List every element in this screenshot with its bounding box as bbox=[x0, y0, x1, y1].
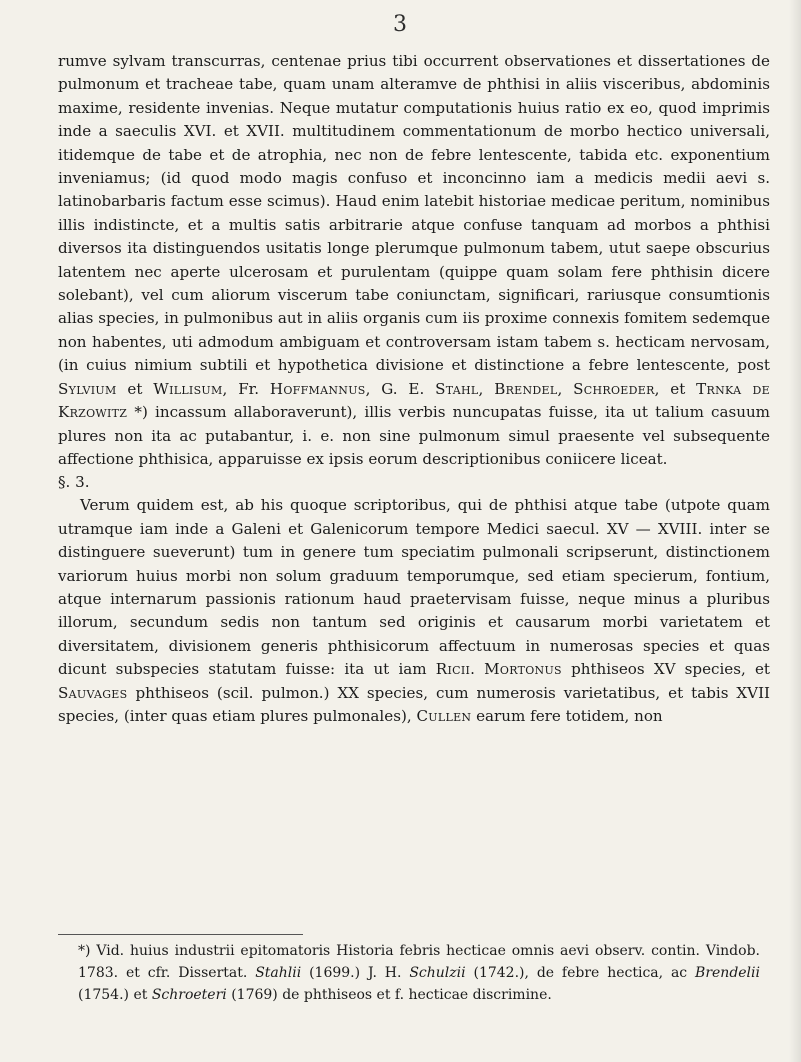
main-text bbox=[58, 50, 770, 728]
author-brendel: Brendel bbox=[494, 379, 558, 398]
footnote-italic-schulzii: Schulzii bbox=[409, 965, 466, 981]
paragraph-1 bbox=[58, 50, 770, 471]
connector: , et bbox=[654, 379, 697, 398]
author-willis: Willisum bbox=[153, 379, 223, 398]
footnote-text: (1754.) et bbox=[78, 987, 152, 1003]
author-sauvages: Sauvages bbox=[58, 683, 128, 702]
connector: , bbox=[557, 379, 574, 398]
footnote bbox=[78, 940, 760, 1006]
section-heading: §. 3. bbox=[58, 473, 90, 492]
author-ricius: Ricii bbox=[435, 660, 471, 679]
page-edge-shadow bbox=[789, 0, 801, 1062]
connector: , bbox=[478, 379, 495, 398]
footnote-marker: *) bbox=[78, 943, 91, 959]
author-morton: Mortonus bbox=[484, 660, 562, 679]
paragraph-1-text-a: rumve sylvam transcurras, centenae prius tibi occurrent observationes et dissertationes de pulmonum et tracheae tabe, quam unam alteramve de phthisi in aliis visceribus, abdominis maxime, residente invenias. Neque mutatur computationis huius ratio ex eo, quod imprimis inde a saeculis XVI. et XVII. multitudinem commentationum de morbo hectico universali, itidemque de tabe et de atrophia, nec non de febre lentescente, tabida etc. exponentium inveniamus; (id quod modo magis confuso et inconcinno iam a medicis medii aevi s. latinobarbaris factum esse scimus). Haud enim latebit historiae medicae peritum, nominibus illis indistincte, et a multis satis arbitrarie atque confuse tanquam ad morbos a phthisi diversos ita distinguendos usitatis longe plerumque pulmonum tabem, utut saepe obscurius latentem nec aperte ulcerosam et purulentam (quippe quam solam fere phthisin dicere solebant), vel cum aliorum viscerum tabe coniunctam, significari, rariusque consumtionis alias species, in pulmonibus aut in aliis organis cum iis proxime connexis fomitem sedemque non habentes, uti admodum ambiguam et controversam istam tabem s. hecticam nervosam, (in cuius nimium subtili et hypothetica divisione et distinctione a febre lentescente, post bbox=[58, 52, 770, 375]
paragraph-2-text-c: phthiseos (scil. pulmon.) XX species, cum numerosis varietatibus, et tabis XVII species, (inter quas etiam plures pulmonales), bbox=[58, 683, 770, 725]
paragraph-2-text-a: Verum quidem est, ab his quoque scriptoribus, qui de phthisi atque tabe (utpote quam utramque iam inde a Galeni et Galenicorum tempore Medici saecul. XV — XVIII. inter se distinguere sueverunt) tum in genere tum speciatim pulmonali scripserunt, distinctionem variorum huius morbi non solum graduum temporumque, sed etiam specierum, fontium, atque internarum passionis rationum haud praetervisam fuisse, neque minus a pluribus illorum, secundum sedis non tantum sed originis et causarum morbi varietatem et diversitatem, divisionem generis phthisicorum affectuum in numerosas species et quas dicunt subspecies statutam fuisse: ita ut iam bbox=[58, 496, 770, 679]
footnote-italic-schroeteri: Schroeteri bbox=[151, 987, 227, 1003]
page-number: 3 bbox=[393, 12, 407, 37]
author-stahl: Stahl bbox=[435, 379, 479, 398]
author-hoffmann: Hoffmannus bbox=[269, 379, 366, 398]
connector: , Fr. bbox=[222, 379, 270, 398]
connector: et bbox=[116, 379, 154, 398]
author-sylvius: Sylvium bbox=[58, 379, 117, 398]
footnote-text: (1699.) J. H. bbox=[301, 965, 410, 981]
author-trnka: Trnka de Krzowitz bbox=[58, 379, 770, 422]
footnote-text: (1769) de phthiseos et f. hecticae discrimine. bbox=[226, 987, 552, 1003]
author-cullen: Cullen bbox=[416, 706, 472, 725]
paragraph-2-text-b: phthiseos XV species, et bbox=[561, 660, 770, 679]
paragraph-1-text-b: incassum allaboraverunt), illis verbis nuncupatas fuisse, ita ut talium casuum plures non ita ac putabantur, i. e. non sine pulmonum simul praesente vel subsequente affectione phthisica, apparuisse ex ipsis eorum descriptionibus coniicere liceat. bbox=[58, 403, 770, 468]
footnote-text: Vid. huius industrii epitomatoris Historia febris hecticae omnis aevi observ. contin. Vindob. 1783. et cfr. Dissertat. bbox=[78, 943, 760, 981]
author-schroeder: Schroeder bbox=[573, 379, 655, 398]
footnote-italic-stahlii: Stahlii bbox=[255, 965, 302, 981]
connector: . bbox=[470, 660, 485, 679]
connector: , G. E. bbox=[365, 379, 436, 398]
footnote-divider bbox=[58, 934, 303, 935]
footnote-reference: *) bbox=[127, 403, 148, 422]
paragraph-2 bbox=[58, 494, 770, 728]
footnote-text: (1742.), de febre hectica, ac bbox=[465, 965, 696, 981]
footnote-italic-brendelii: Brendelii bbox=[695, 965, 760, 981]
paragraph-2-text-d: earum fere totidem, non bbox=[471, 706, 663, 725]
